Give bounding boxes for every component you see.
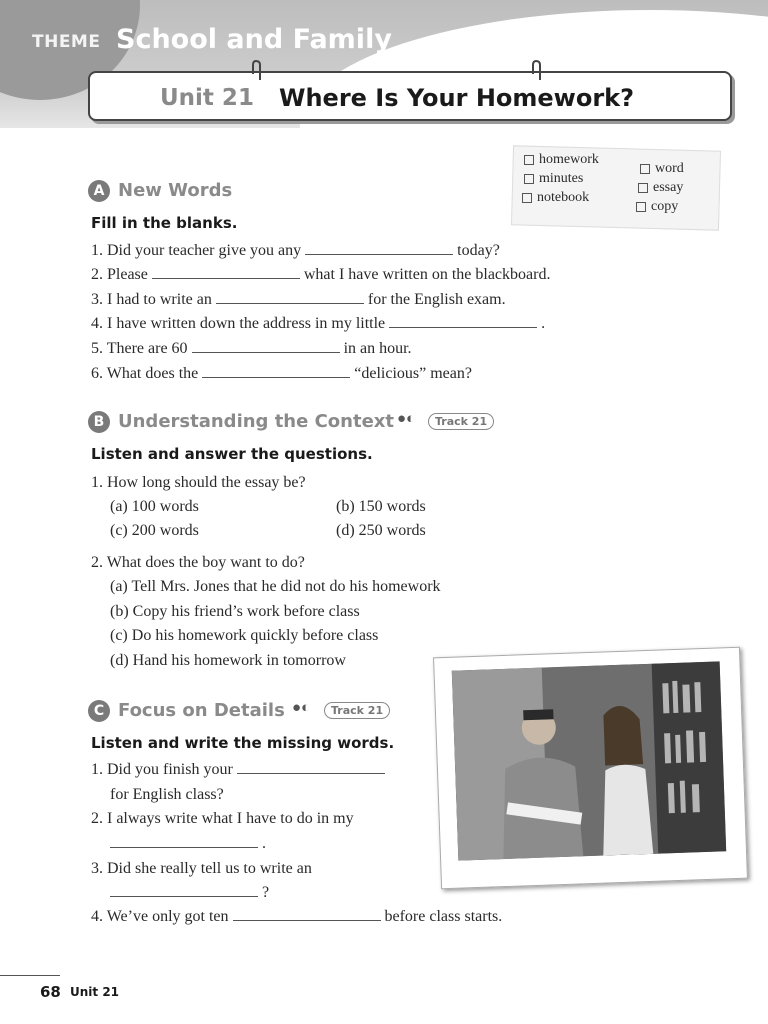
- answer-option[interactable]: (b) 150 words: [336, 498, 426, 515]
- answer-blank[interactable]: [110, 835, 258, 848]
- unit-number: Unit 21: [160, 85, 254, 111]
- exercise-item: 1. Did you finish your: [91, 761, 389, 779]
- track-badge[interactable]: Track 21: [428, 413, 494, 430]
- track-badge[interactable]: Track 21: [324, 702, 390, 719]
- exercise-item: 3. I had to write an for the English exam.: [91, 291, 506, 308]
- paper-clip-icon: [252, 60, 268, 82]
- exercise-item: 3. Did she really tell us to write an: [91, 860, 312, 877]
- answer-option[interactable]: (c) Do his homework quickly before class: [110, 627, 379, 644]
- section-c-title: Focus on Details: [118, 700, 285, 721]
- theme-label: THEME: [32, 32, 101, 52]
- answer-option[interactable]: (c) 200 words: [110, 522, 199, 539]
- word-box-item: notebook: [522, 190, 589, 206]
- unit-title: Where Is Your Homework?: [279, 84, 635, 112]
- answer-option[interactable]: (d) Hand his homework in tomorrow: [110, 652, 346, 669]
- section-a-title: New Words: [118, 180, 233, 201]
- answer-blank[interactable]: [233, 908, 381, 921]
- exercise-item: 4. We’ve only got ten before class starts.: [91, 908, 503, 925]
- exercise-item: 5. There are 60 in an hour.: [91, 340, 412, 357]
- answer-option[interactable]: (d) 250 words: [336, 522, 426, 539]
- checkbox-icon: [638, 183, 648, 193]
- answer-blank[interactable]: [192, 340, 340, 353]
- theme-title: School and Family: [116, 24, 392, 55]
- exercise-item-continuation: ?: [106, 884, 269, 902]
- page-number: 68: [40, 983, 61, 1001]
- section-c-instruction: Listen and write the missing words.: [91, 734, 395, 752]
- answer-blank[interactable]: [216, 291, 364, 304]
- exercise-item: 1. Did your teacher give you any today?: [91, 242, 500, 259]
- word-box-item: minutes: [524, 171, 583, 187]
- section-b-badge: B: [88, 411, 110, 433]
- footer-unit: Unit 21: [70, 985, 120, 999]
- paper-clip-icon: [532, 60, 548, 82]
- library-students-illustration: [452, 661, 726, 860]
- section-c-badge: C: [88, 700, 110, 722]
- word-box-item: homework: [524, 152, 599, 168]
- headphones-icon: ●◐: [292, 700, 311, 716]
- answer-blank[interactable]: [305, 242, 453, 255]
- section-b-title: Understanding the Context: [118, 411, 395, 432]
- answer-option[interactable]: (a) 100 words: [110, 498, 199, 515]
- checkbox-icon: [522, 193, 532, 203]
- answer-option[interactable]: (b) Copy his friend’s work before class: [110, 603, 360, 620]
- exercise-item: 4. I have written down the address in my little .: [91, 315, 546, 332]
- section-a-instruction: Fill in the blanks.: [91, 214, 238, 232]
- exercise-item-continuation: for English class?: [110, 786, 224, 803]
- section-b-instruction: Listen and answer the questions.: [91, 445, 373, 463]
- question-text: 2. What does the boy want to do?: [91, 554, 305, 571]
- word-box-item: essay: [638, 180, 683, 196]
- checkbox-icon: [640, 164, 650, 174]
- checkbox-icon: [636, 202, 646, 212]
- footer-rule: [0, 975, 60, 976]
- section-a-badge: A: [88, 180, 110, 202]
- question-text: 1. How long should the essay be?: [91, 474, 306, 491]
- exercise-item: 2. Please what I have written on the blackboard.: [91, 266, 551, 283]
- answer-blank[interactable]: [389, 315, 537, 328]
- checkbox-icon: [524, 174, 534, 184]
- exercise-item: 2. I always write what I have to do in my: [91, 810, 354, 827]
- answer-blank[interactable]: [110, 884, 258, 897]
- checkbox-icon: [524, 155, 534, 165]
- word-box-item: word: [640, 161, 684, 177]
- answer-blank[interactable]: [202, 365, 350, 378]
- answer-blank[interactable]: [152, 266, 300, 279]
- exercise-item: 6. What does the “delicious” mean?: [91, 365, 472, 382]
- students-photo: [452, 661, 726, 860]
- headphones-icon: ●◐: [397, 411, 416, 427]
- answer-blank[interactable]: [237, 761, 385, 774]
- word-box-item: copy: [636, 199, 678, 215]
- exercise-item-continuation: .: [106, 835, 266, 853]
- answer-option[interactable]: (a) Tell Mrs. Jones that he did not do his homework: [110, 578, 441, 595]
